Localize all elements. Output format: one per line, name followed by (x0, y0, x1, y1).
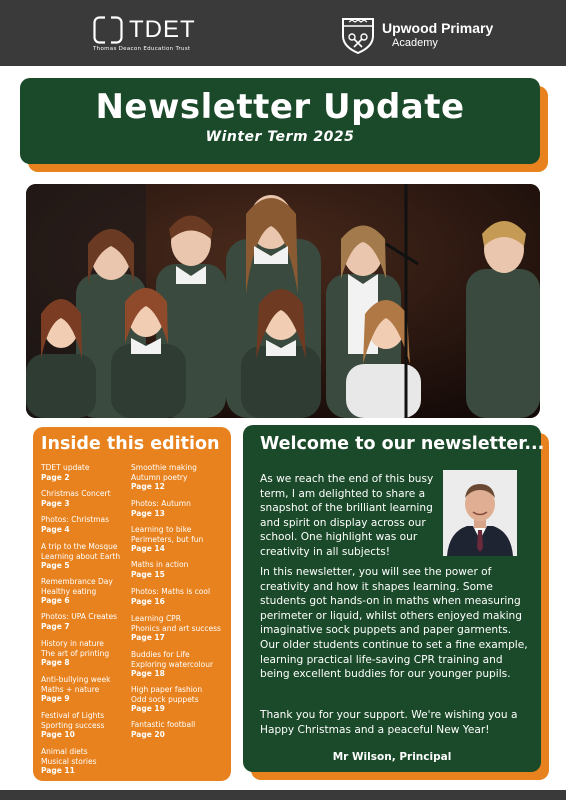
header-bar (0, 0, 566, 66)
toc-entry[interactable] (41, 747, 133, 776)
toc-entry[interactable] (41, 639, 133, 668)
toc-page: Page 20 (131, 729, 165, 739)
toc-entry[interactable] (131, 650, 223, 679)
toc-page: Page 5 (41, 561, 70, 571)
principal-photo-image (443, 470, 517, 556)
toc-page: Page 9 (41, 694, 70, 704)
toc-label: A trip to the Mosque Learning about Earth (41, 542, 121, 561)
toc-page: Page 4 (41, 524, 70, 534)
welcome-paragraph: As we reach the end of this busy term, I am delighted to share a snapshot of the brilliant learning and spirit on display across our school. One highlight was our creativity in all subjects! (260, 473, 434, 558)
toc-label: TDET update (41, 463, 90, 472)
toc-label: High paper fashion Odd sock puppets (131, 685, 203, 704)
toc-entry[interactable] (131, 560, 223, 579)
toc-page: Page 19 (131, 704, 165, 714)
newsletter-title: Newsletter Update (95, 87, 465, 127)
toc-entry[interactable] (131, 685, 223, 714)
toc-label: Photos: UPA Creates (41, 612, 118, 621)
toc-page: Page 6 (41, 596, 70, 606)
toc-entry[interactable] (131, 463, 223, 492)
toc-label: Fantastic football (131, 720, 196, 729)
toc-label: Smoothie making Autumn poetry (131, 463, 197, 482)
term-subtitle: Winter Term 2025 (205, 129, 355, 145)
toc-entry[interactable] (131, 499, 223, 518)
choir-photo (26, 184, 540, 418)
toc-page: Page 8 (41, 658, 70, 668)
toc-entry[interactable] (41, 612, 133, 631)
toc-page: Page 14 (131, 544, 165, 554)
tdet-logo-icon (93, 16, 123, 44)
toc-entry[interactable] (41, 711, 133, 740)
toc-page: Page 3 (41, 498, 70, 508)
toc-entry[interactable] (41, 463, 133, 482)
toc-entry[interactable] (131, 614, 223, 643)
toc-entry[interactable] (131, 587, 223, 606)
contents-panel (33, 427, 231, 781)
toc-label: Animal diets Musical stories (41, 747, 97, 766)
toc-page: Page 13 (131, 508, 165, 518)
toc-page: Page 15 (131, 569, 165, 579)
toc-label: Photos: Autumn (131, 499, 191, 508)
toc-entry[interactable] (41, 675, 133, 704)
toc-label: Remembrance Day Healthy eating (41, 577, 113, 596)
toc-entry[interactable] (131, 525, 223, 554)
toc-entry[interactable] (131, 720, 223, 739)
toc-label: Festival of Lights Sporting success (41, 711, 105, 730)
footer-bar (0, 790, 566, 800)
toc-entry[interactable] (41, 489, 133, 508)
toc-label: Christmas Concert (41, 489, 111, 498)
toc-label: History in nature The art of printing (41, 639, 110, 658)
school-crest-icon (340, 16, 376, 54)
school-name: Upwood Primary (382, 20, 494, 36)
welcome-paragraph: Thank you for your support. We're wishing you a Happy Christmas and a peaceful New Year! (260, 709, 518, 736)
toc-label: Anti-bullying week Maths + nature (41, 675, 111, 694)
welcome-paragraph: In this newsletter, you will see the power of creativity and how it shapes learning. Some students got hands-on in maths when measuring perimeter or liquid, whilst others enjoyed making imaginative sock puppets and paper garments. Our older students continue to set a fine example, learning practical life-saving CPR training and being excellent buddies for our younger pupils. (260, 566, 528, 681)
trust-full-name: Thomas Deacon Education Trust (93, 46, 191, 52)
principal-portrait (443, 470, 517, 556)
toc-label: Buddies for Life Exploring watercolour (131, 650, 214, 669)
school-type: Academy (392, 37, 438, 49)
principal-signoff: Mr Wilson, Principal (332, 751, 452, 763)
toc-label: Maths in action (131, 560, 189, 569)
title-banner (20, 78, 540, 164)
toc-page: Page 16 (131, 596, 165, 606)
toc-label: Photos: Maths is cool (131, 587, 211, 596)
toc-page: Page 18 (131, 669, 165, 679)
toc-label: Learning to bike Perimeters, but fun (131, 525, 204, 544)
toc-page: Page 2 (41, 472, 70, 482)
toc-entry[interactable] (41, 515, 133, 534)
toc-page: Page 10 (41, 730, 75, 740)
welcome-title: Welcome to our newsletter... (260, 434, 545, 454)
trust-name: TDET (129, 16, 196, 43)
toc-page: Page 7 (41, 621, 70, 631)
toc-entry[interactable] (41, 542, 133, 571)
contents-title: Inside this edition (41, 434, 220, 454)
toc-label: Learning CPR Phonics and art success (131, 614, 221, 633)
toc-label: Photos: Christmas (41, 515, 110, 524)
toc-page: Page 12 (131, 482, 165, 492)
welcome-panel (243, 425, 545, 772)
toc-page: Page 11 (41, 766, 75, 776)
choir-photo-image (26, 184, 540, 418)
toc-page: Page 17 (131, 633, 165, 643)
toc-entry[interactable] (41, 577, 133, 606)
